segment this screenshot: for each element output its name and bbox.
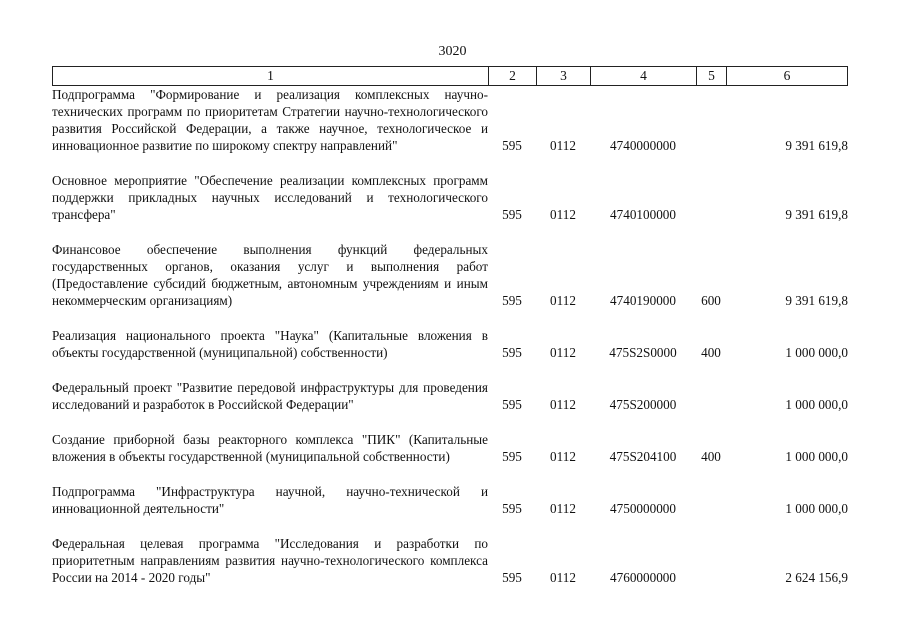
row-ministry-code: 595 — [502, 570, 522, 585]
row-ministry-code: 595 — [502, 293, 522, 308]
row-section-code: 0112 — [550, 207, 576, 222]
row-section-code: 0112 — [550, 293, 576, 308]
row-target-code: 4760000000 — [610, 570, 676, 585]
row-target-code: 4740100000 — [610, 207, 676, 222]
row-amount: 1 000 000,0 — [785, 345, 848, 360]
row-ministry-code: 595 — [502, 501, 522, 516]
table-header — [52, 66, 848, 86]
row-ministry-code: 595 — [502, 345, 522, 360]
row-expense-type: 400 — [701, 449, 721, 464]
row-name: Федеральный проект "Развитие передовой инфраструктуры для проведения исследований и разработок в Российской Федерации" — [52, 380, 488, 412]
table-row — [52, 483, 848, 517]
row-target-code: 4750000000 — [610, 501, 676, 516]
row-amount: 9 391 619,8 — [785, 138, 848, 153]
table-row — [52, 327, 848, 361]
row-target-code: 475S204100 — [609, 449, 677, 464]
table-row — [52, 431, 848, 465]
row-amount: 1 000 000,0 — [785, 397, 848, 412]
row-name: Подпрограмма "Инфраструктура научной, научно-технической и инновационной деятельности" — [52, 484, 488, 516]
header-col-5: 5 — [696, 67, 726, 85]
row-section-code: 0112 — [550, 397, 576, 412]
header-col-2: 2 — [488, 67, 536, 85]
row-ministry-code: 595 — [502, 397, 522, 412]
row-section-code: 0112 — [550, 138, 576, 153]
row-amount: 9 391 619,8 — [785, 293, 848, 308]
row-amount: 2 624 156,9 — [785, 570, 848, 585]
row-amount: 9 391 619,8 — [785, 207, 848, 222]
row-name: Реализация национального проекта "Наука" (Капитальные вложения в объекты государственной (муниципальной) собственности) — [52, 328, 488, 360]
row-amount: 1 000 000,0 — [785, 449, 848, 464]
row-target-code: 475S200000 — [609, 397, 677, 412]
table-row — [52, 172, 848, 223]
row-amount: 1 000 000,0 — [785, 501, 848, 516]
row-target-code: 4740190000 — [610, 293, 676, 308]
row-name: Федеральная целевая программа "Исследования и разработки по приоритетным направлениям развития научно-технологического комплекса России на 2014 - 2020 годы" — [52, 536, 488, 585]
row-section-code: 0112 — [550, 449, 576, 464]
row-name: Основное мероприятие "Обеспечение реализации комплексных программ поддержки прикладных научных исследований и технологического трансфера" — [52, 173, 488, 222]
page-number: 3020 — [438, 44, 467, 59]
table-row — [52, 379, 848, 413]
row-name: Создание приборной базы реакторного комплекса "ПИК" (Капитальные вложения в объекты государственной (муниципальной собственности) — [52, 432, 488, 464]
row-ministry-code: 595 — [502, 138, 522, 153]
header-col-6: 6 — [726, 67, 848, 85]
row-ministry-code: 595 — [502, 449, 522, 464]
row-section-code: 0112 — [550, 570, 576, 585]
table-body — [52, 86, 848, 604]
table-row — [52, 86, 848, 154]
row-name: Финансовое обеспечение выполнения функций федеральных государственных органов, оказания услуг и выполнения работ (Предоставление субсидий бюджетным, автономным учреждениям и иным некоммерческим организациям) — [52, 242, 488, 308]
row-expense-type: 600 — [701, 293, 721, 308]
row-name: Подпрограмма "Формирование и реализация комплексных научно-технических программ по приоритетам Стратегии научно-технологического развития Российской Федерации, а также научное, технологическое и инновационное развитие по широкому спектру направлений" — [52, 87, 488, 153]
table-row — [52, 535, 848, 586]
table-row — [52, 241, 848, 309]
row-ministry-code: 595 — [502, 207, 522, 222]
row-expense-type: 400 — [701, 345, 721, 360]
header-col-1: 1 — [52, 67, 488, 85]
row-section-code: 0112 — [550, 501, 576, 516]
row-target-code: 4740000000 — [610, 138, 676, 153]
row-section-code: 0112 — [550, 345, 576, 360]
row-target-code: 475S2S0000 — [609, 345, 677, 360]
header-col-3: 3 — [536, 67, 590, 85]
header-col-4: 4 — [590, 67, 696, 85]
